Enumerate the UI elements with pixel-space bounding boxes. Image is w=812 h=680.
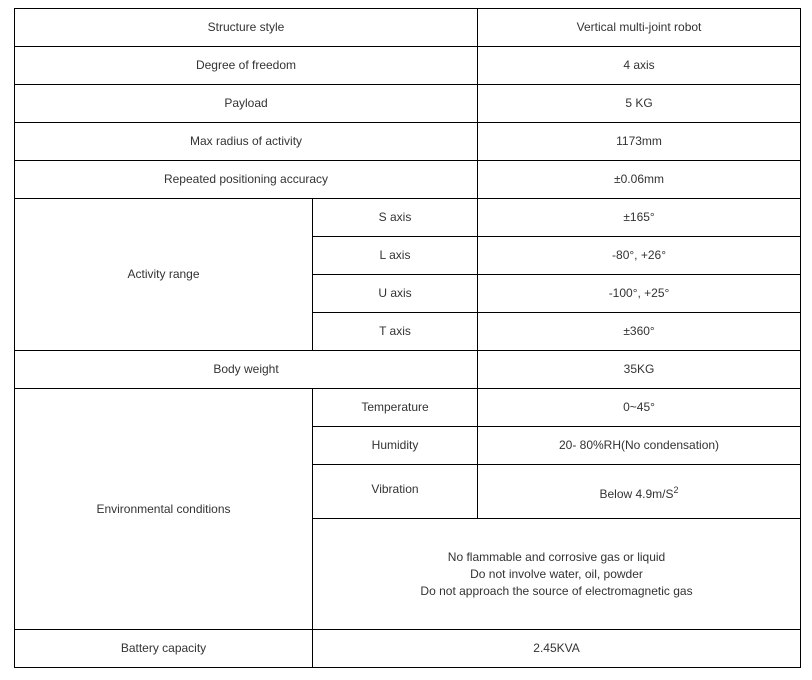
t-axis-value: ±360° [478,313,801,351]
u-axis-label: U axis [313,275,478,313]
repeat-accuracy-label: Repeated positioning accuracy [15,161,478,199]
temperature-label: Temperature [313,389,478,427]
vibration-value-text: Below 4.9m/S [599,487,674,501]
table-row [15,199,801,237]
degree-of-freedom-label: Degree of freedom [15,47,478,85]
structure-style-value: Vertical multi-joint robot [478,9,801,47]
l-axis-value: -80°, +26° [478,237,801,275]
table-row [15,161,801,199]
table-row [15,630,801,668]
environment-note: Do not approach the source of electromagnetic gas [420,583,693,598]
max-radius-label: Max radius of activity [15,123,478,161]
body-weight-label: Body weight [15,351,478,389]
environment-label: Environmental conditions [15,389,313,630]
degree-of-freedom-value: 4 axis [478,47,801,85]
table-row [15,47,801,85]
payload-value: 5 KG [478,85,801,123]
battery-value: 2.45KVA [313,630,801,668]
battery-label: Battery capacity [15,630,313,668]
t-axis-label: T axis [313,313,478,351]
humidity-value: 20- 80%RH(No condensation) [478,427,801,465]
structure-style-label: Structure style [15,9,478,47]
repeat-accuracy-value: ±0.06mm [478,161,801,199]
table-row [15,123,801,161]
l-axis-label: L axis [313,237,478,275]
payload-label: Payload [15,85,478,123]
vibration-unit-superscript: 2 [673,485,679,495]
environment-note: Do not involve water, oil, powder [470,566,643,581]
table-row [15,389,801,427]
environment-notes [313,519,801,630]
table-row [15,351,801,389]
activity-range-label: Activity range [15,199,313,351]
environment-note: No flammable and corrosive gas or liquid [447,549,666,564]
table-row [15,9,801,47]
s-axis-value: ±165° [478,199,801,237]
u-axis-value: -100°, +25° [478,275,801,313]
max-radius-value: 1173mm [478,123,801,161]
humidity-label: Humidity [313,427,478,465]
s-axis-label: S axis [313,199,478,237]
temperature-value: 0~45° [478,389,801,427]
spec-table [14,8,801,668]
body-weight-value: 35KG [478,351,801,389]
vibration-label: Vibration [313,465,478,519]
vibration-value [478,465,801,519]
table-row [15,85,801,123]
